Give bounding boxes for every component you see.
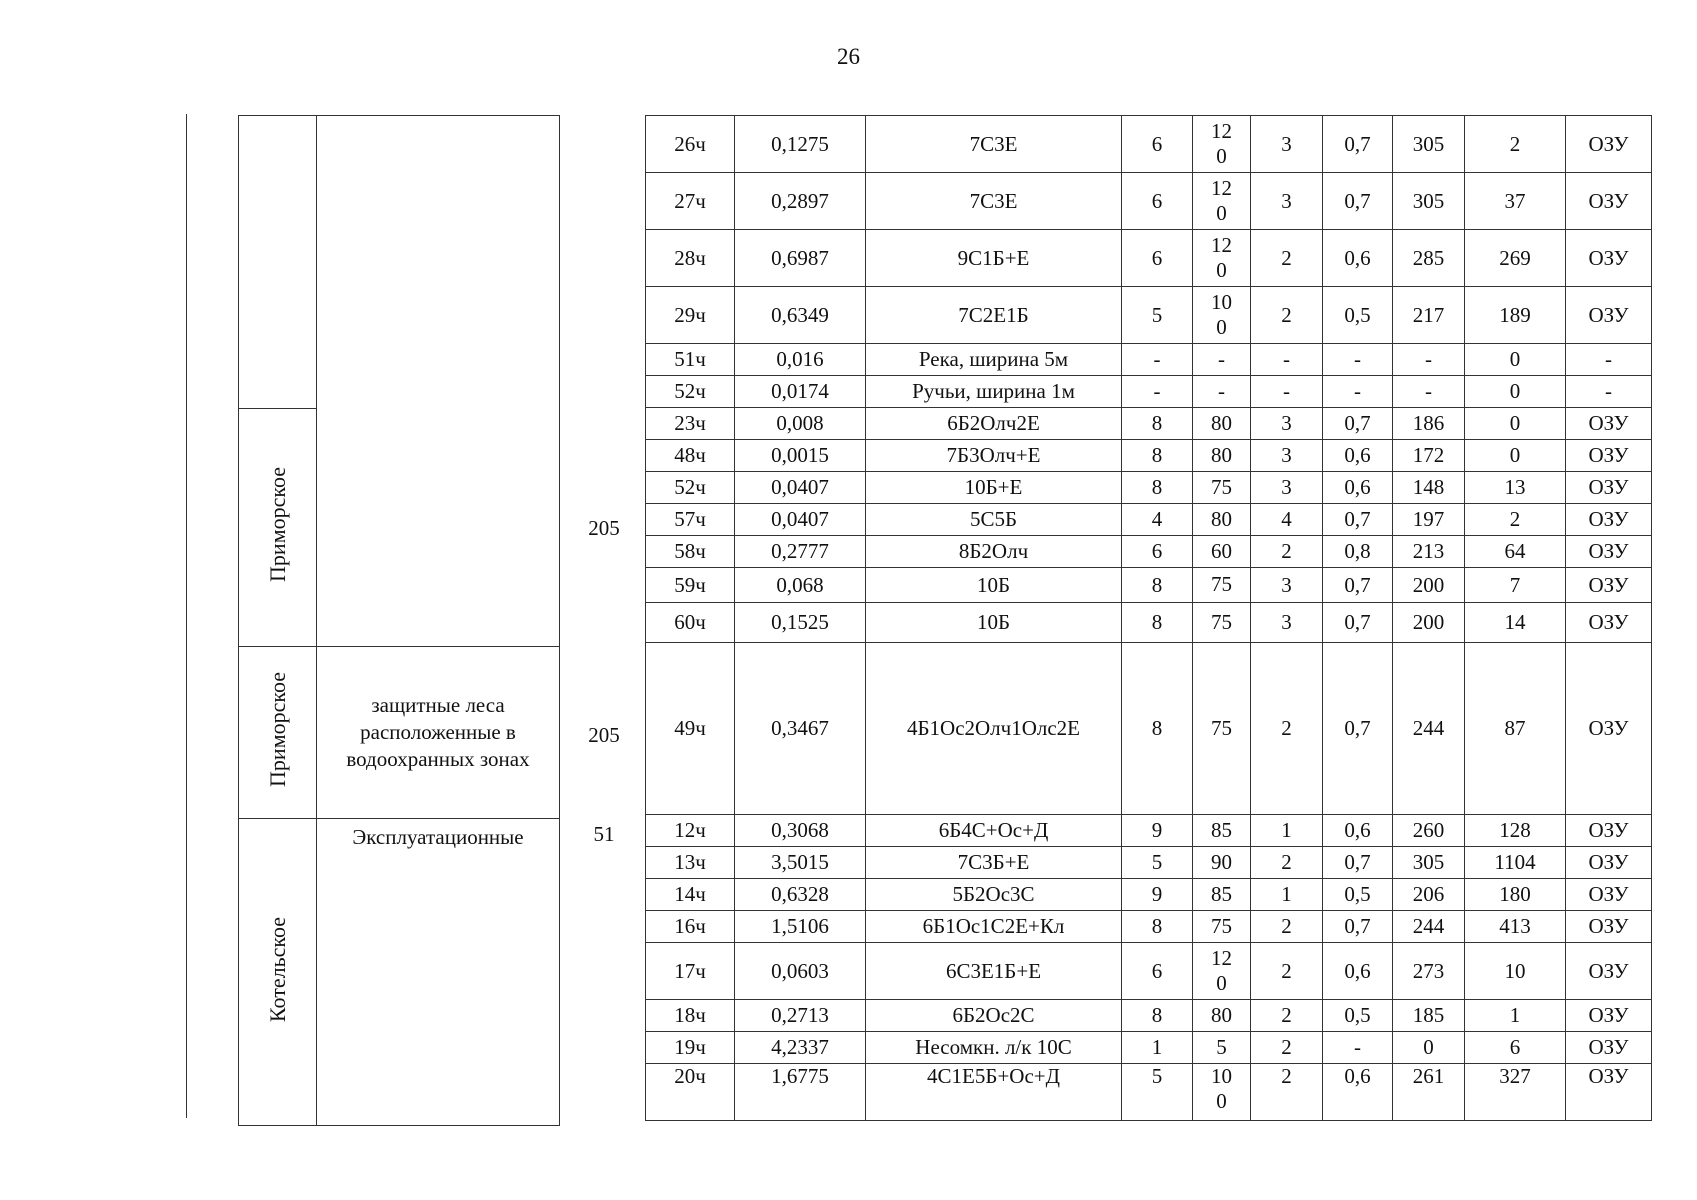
grouping-table	[238, 115, 560, 1126]
cell-bonitet: 2	[1251, 1000, 1323, 1032]
cell-volume: 0	[1465, 376, 1566, 408]
cell-age-class: 1	[1122, 1032, 1193, 1064]
cell-purpose: ОЗУ	[1566, 847, 1652, 879]
table-row	[646, 943, 1652, 1000]
cell-volume: 1104	[1465, 847, 1566, 879]
cell-area: 1,5106	[735, 911, 866, 943]
cell-area: 0,3467	[735, 643, 866, 815]
cell-density: 0,7	[1323, 568, 1393, 603]
forestry-cell	[239, 819, 317, 1126]
cell-age-class: -	[1122, 344, 1193, 376]
cell-age	[1193, 408, 1251, 440]
cell-composition: 5Б2Ос3С	[866, 879, 1122, 911]
cell-stock: 305	[1393, 847, 1465, 879]
cell-composition: 7Б3Олч+Е	[866, 440, 1122, 472]
age-part: 10	[1211, 1064, 1232, 1088]
cell-id: 29ч	[646, 287, 735, 344]
age-part: 10	[1211, 289, 1232, 314]
cell-stock: 285	[1393, 230, 1465, 287]
cell-volume: 269	[1465, 230, 1566, 287]
cell-bonitet: -	[1251, 376, 1323, 408]
cell-volume: 327	[1465, 1064, 1566, 1121]
cell-composition: 8Б2Олч	[866, 536, 1122, 568]
cell-stock: 206	[1393, 879, 1465, 911]
cell-stock: 148	[1393, 472, 1465, 504]
table-row	[646, 408, 1652, 440]
cell-area: 0,2777	[735, 536, 866, 568]
cell-bonitet: 3	[1251, 603, 1323, 643]
cell-purpose: ОЗУ	[1566, 440, 1652, 472]
cell-purpose: ОЗУ	[1566, 568, 1652, 603]
cell-age	[1193, 440, 1251, 472]
cell-purpose: ОЗУ	[1566, 643, 1652, 815]
cell-composition: Река, ширина 5м	[866, 344, 1122, 376]
age-part: 80	[1211, 410, 1232, 435]
cell-purpose: ОЗУ	[1566, 536, 1652, 568]
cell-composition: 4С1Е5Б+Ос+Д	[866, 1064, 1122, 1121]
cell-area: 4,2337	[735, 1032, 866, 1064]
cell-density: -	[1323, 344, 1393, 376]
cell-age-class: 8	[1122, 408, 1193, 440]
cell-density: 0,6	[1323, 815, 1393, 847]
cell-area: 0,0407	[735, 504, 866, 536]
cell-age-class: 8	[1122, 568, 1193, 603]
cell-area: 0,0603	[735, 943, 866, 1000]
cell-age-class: 6	[1122, 116, 1193, 173]
cell-area: 0,0407	[735, 472, 866, 504]
cell-purpose: -	[1566, 376, 1652, 408]
cell-purpose: ОЗУ	[1566, 879, 1652, 911]
cell-bonitet: 3	[1251, 472, 1323, 504]
cell-composition: 6Б4С+Ос+Д	[866, 815, 1122, 847]
cell-stock: 244	[1393, 911, 1465, 943]
cell-density: 0,7	[1323, 173, 1393, 230]
page-number: 26	[837, 44, 860, 69]
cell-volume: 10	[1465, 943, 1566, 1000]
cell-id: 17ч	[646, 943, 735, 1000]
cell-stock: 200	[1393, 568, 1465, 603]
cell-density: 0,7	[1323, 847, 1393, 879]
cell-composition: Несомкн. л/к 10С	[866, 1032, 1122, 1064]
cell-id: 48ч	[646, 440, 735, 472]
cell-volume: 2	[1465, 116, 1566, 173]
forestry-label: Приморское	[264, 467, 290, 583]
cell-purpose: ОЗУ	[1566, 1064, 1652, 1121]
cell-bonitet: 2	[1251, 287, 1323, 344]
cell-volume: 37	[1465, 173, 1566, 230]
cell-bonitet: 3	[1251, 173, 1323, 230]
cell-age-class: 5	[1122, 287, 1193, 344]
cell-bonitet: 3	[1251, 116, 1323, 173]
cell-stock: 217	[1393, 287, 1465, 344]
cell-volume: 180	[1465, 879, 1566, 911]
table-row	[646, 116, 1652, 173]
cell-age	[1193, 472, 1251, 504]
cell-age	[1193, 230, 1251, 287]
table-row	[646, 287, 1652, 344]
cell-area: 0,068	[735, 568, 866, 603]
cell-bonitet: 3	[1251, 440, 1323, 472]
cell-age	[1193, 815, 1251, 847]
grouping-row	[239, 819, 560, 1126]
age-part: 75	[1211, 474, 1232, 499]
cell-age-class: 5	[1122, 1064, 1193, 1121]
cell-density: 0,7	[1323, 603, 1393, 643]
cell-composition: 7С3Е	[866, 116, 1122, 173]
cell-id: 12ч	[646, 815, 735, 847]
cell-volume: 413	[1465, 911, 1566, 943]
cell-id: 20ч	[646, 1064, 735, 1121]
category-cell: защитные леса расположенные в водоохранных зонах	[317, 647, 560, 819]
table-row	[646, 847, 1652, 879]
cell-stock: -	[1393, 376, 1465, 408]
cell-age-class: 8	[1122, 603, 1193, 643]
age-part: 12	[1211, 118, 1232, 143]
cell-volume: 128	[1465, 815, 1566, 847]
cell-composition: 6С3Е1Б+Е	[866, 943, 1122, 1000]
cell-area: 0,2713	[735, 1000, 866, 1032]
age-part: 75	[1211, 609, 1232, 634]
cell-stock: 273	[1393, 943, 1465, 1000]
cell-density: 0,7	[1323, 408, 1393, 440]
cell-purpose: ОЗУ	[1566, 815, 1652, 847]
cell-area: 0,6349	[735, 287, 866, 344]
cell-age	[1193, 911, 1251, 943]
cell-age-class: 8	[1122, 472, 1193, 504]
cell-stock: 305	[1393, 173, 1465, 230]
cell-purpose: ОЗУ	[1566, 911, 1652, 943]
cell-bonitet: 4	[1251, 504, 1323, 536]
cell-age	[1193, 1032, 1251, 1064]
cell-id: 26ч	[646, 116, 735, 173]
age-part: 12	[1211, 945, 1232, 970]
cell-stock: 213	[1393, 536, 1465, 568]
cell-age	[1193, 879, 1251, 911]
cell-id: 58ч	[646, 536, 735, 568]
grouping-row	[239, 116, 560, 409]
cell-id: 28ч	[646, 230, 735, 287]
data-table	[645, 115, 1652, 1121]
cell-age	[1193, 643, 1251, 815]
age-part: 75	[1211, 572, 1232, 597]
cell-age	[1193, 173, 1251, 230]
category-cell: Эксплуатационные	[317, 819, 560, 1126]
table-row	[646, 230, 1652, 287]
table-row	[646, 440, 1652, 472]
table-row	[646, 1032, 1652, 1064]
cell-id: 52ч	[646, 376, 735, 408]
forestry-label: Котельское	[264, 916, 290, 1022]
cell-composition: 9С1Б+Е	[866, 230, 1122, 287]
table-row	[646, 911, 1652, 943]
cell-stock: 244	[1393, 643, 1465, 815]
cell-age-class: 8	[1122, 1000, 1193, 1032]
cell-id: 13ч	[646, 847, 735, 879]
area-value: 51	[593, 822, 615, 846]
cell-density: 0,6	[1323, 230, 1393, 287]
age-part: 5	[1216, 1034, 1227, 1059]
cell-age-class: -	[1122, 376, 1193, 408]
cell-purpose: ОЗУ	[1566, 408, 1652, 440]
cell-volume: 2	[1465, 504, 1566, 536]
cell-volume: 0	[1465, 408, 1566, 440]
table-row	[646, 472, 1652, 504]
cell-age	[1193, 376, 1251, 408]
cell-stock: 186	[1393, 408, 1465, 440]
table-row	[646, 376, 1652, 408]
cell-age-class: 4	[1122, 504, 1193, 536]
cell-age-class: 9	[1122, 879, 1193, 911]
cell-age	[1193, 1064, 1251, 1121]
cell-area: 1,6775	[735, 1064, 866, 1121]
table-row	[646, 1064, 1652, 1121]
cell-age	[1193, 287, 1251, 344]
cell-bonitet: 2	[1251, 536, 1323, 568]
cell-age-class: 6	[1122, 230, 1193, 287]
cell-age	[1193, 603, 1251, 643]
cell-composition: 6Б1Ос1С2Е+Кл	[866, 911, 1122, 943]
cell-id: 51ч	[646, 344, 735, 376]
category-cell	[317, 116, 560, 647]
cell-id: 19ч	[646, 1032, 735, 1064]
table-row	[646, 815, 1652, 847]
cell-age-class: 6	[1122, 536, 1193, 568]
cell-id: 14ч	[646, 879, 735, 911]
cell-composition: Ручьи, ширина 1м	[866, 376, 1122, 408]
cell-density: 0,7	[1323, 504, 1393, 536]
table-row	[646, 173, 1652, 230]
cell-density: 0,6	[1323, 1064, 1393, 1121]
cell-id: 18ч	[646, 1000, 735, 1032]
cell-id: 60ч	[646, 603, 735, 643]
cell-stock: 172	[1393, 440, 1465, 472]
age-part: 80	[1211, 1002, 1232, 1027]
table-row	[646, 603, 1652, 643]
cell-density: 0,6	[1323, 943, 1393, 1000]
age-part: 75	[1211, 715, 1232, 740]
age-part: 60	[1211, 538, 1232, 563]
cell-area: 0,008	[735, 408, 866, 440]
cell-age-class: 8	[1122, 911, 1193, 943]
cell-age	[1193, 344, 1251, 376]
cell-area: 0,0015	[735, 440, 866, 472]
cell-id: 49ч	[646, 643, 735, 815]
cell-stock: 260	[1393, 815, 1465, 847]
cell-stock: 261	[1393, 1064, 1465, 1121]
age-part: -	[1218, 346, 1225, 371]
cell-age	[1193, 847, 1251, 879]
cell-density: 0,6	[1323, 440, 1393, 472]
cell-area: 0,6328	[735, 879, 866, 911]
cell-composition: 6Б2Олч2Е	[866, 408, 1122, 440]
table-row	[646, 879, 1652, 911]
cell-volume: 7	[1465, 568, 1566, 603]
cell-purpose: ОЗУ	[1566, 230, 1652, 287]
cell-age-class: 8	[1122, 643, 1193, 815]
table-row	[646, 536, 1652, 568]
cell-density: 0,7	[1323, 911, 1393, 943]
age-part: 0	[1216, 258, 1227, 282]
grouping-row	[239, 647, 560, 819]
forestry-cell	[239, 409, 317, 647]
cell-purpose: ОЗУ	[1566, 116, 1652, 173]
cell-bonitet: -	[1251, 344, 1323, 376]
table-row	[646, 643, 1652, 815]
age-part: 12	[1211, 232, 1232, 257]
cell-purpose: ОЗУ	[1566, 1032, 1652, 1064]
cell-density: -	[1323, 1032, 1393, 1064]
age-part: 0	[1216, 201, 1227, 225]
cell-age	[1193, 568, 1251, 603]
cell-age-class: 5	[1122, 847, 1193, 879]
cell-volume: 6	[1465, 1032, 1566, 1064]
cell-composition: 7С3Б+Е	[866, 847, 1122, 879]
table-row	[646, 344, 1652, 376]
cell-composition: 10Б+Е	[866, 472, 1122, 504]
cell-bonitet: 2	[1251, 1032, 1323, 1064]
cell-bonitet: 2	[1251, 1064, 1323, 1121]
age-part: 12	[1211, 175, 1232, 200]
cell-area: 0,016	[735, 344, 866, 376]
cell-composition: 10Б	[866, 603, 1122, 643]
cell-volume: 14	[1465, 603, 1566, 643]
cell-bonitet: 2	[1251, 230, 1323, 287]
cell-density: 0,7	[1323, 116, 1393, 173]
table-row	[646, 1000, 1652, 1032]
cell-volume: 0	[1465, 344, 1566, 376]
cell-age-class: 8	[1122, 440, 1193, 472]
area-value: 205	[588, 723, 620, 747]
cell-stock: -	[1393, 344, 1465, 376]
cell-purpose: ОЗУ	[1566, 173, 1652, 230]
cell-age	[1193, 504, 1251, 536]
area-value: 205	[588, 516, 620, 540]
age-part: -	[1218, 378, 1225, 403]
cell-id: 27ч	[646, 173, 735, 230]
cell-area: 3,5015	[735, 847, 866, 879]
cell-stock: 197	[1393, 504, 1465, 536]
cell-density: 0,7	[1323, 643, 1393, 815]
cell-bonitet: 3	[1251, 568, 1323, 603]
cell-volume: 64	[1465, 536, 1566, 568]
age-part: 0	[1216, 144, 1227, 168]
cell-age-class: 6	[1122, 173, 1193, 230]
table-row	[646, 504, 1652, 536]
cell-area: 0,6987	[735, 230, 866, 287]
age-part: 0	[1216, 1089, 1227, 1114]
margin-line	[186, 114, 187, 1118]
age-part: 80	[1211, 442, 1232, 467]
cell-stock: 185	[1393, 1000, 1465, 1032]
cell-id: 52ч	[646, 472, 735, 504]
cell-bonitet: 1	[1251, 815, 1323, 847]
forestry-label: Приморское	[264, 672, 290, 788]
age-part: 0	[1216, 971, 1227, 995]
cell-density: 0,5	[1323, 1000, 1393, 1032]
cell-age	[1193, 116, 1251, 173]
cell-composition: 7С3Е	[866, 173, 1122, 230]
cell-purpose: ОЗУ	[1566, 603, 1652, 643]
cell-volume: 87	[1465, 643, 1566, 815]
cell-area: 0,0174	[735, 376, 866, 408]
cell-stock: 200	[1393, 603, 1465, 643]
cell-composition: 6Б2Ос2С	[866, 1000, 1122, 1032]
cell-purpose: ОЗУ	[1566, 287, 1652, 344]
age-part: 85	[1211, 817, 1232, 842]
cell-age	[1193, 943, 1251, 1000]
cell-bonitet: 2	[1251, 911, 1323, 943]
cell-composition: 4Б1Ос2Олч1Олс2Е	[866, 643, 1122, 815]
cell-purpose: ОЗУ	[1566, 1000, 1652, 1032]
age-part: 85	[1211, 881, 1232, 906]
cell-volume: 0	[1465, 440, 1566, 472]
cell-id: 59ч	[646, 568, 735, 603]
cell-id: 23ч	[646, 408, 735, 440]
table-row	[646, 568, 1652, 603]
cell-purpose: ОЗУ	[1566, 472, 1652, 504]
cell-area: 0,2897	[735, 173, 866, 230]
age-part: 90	[1211, 849, 1232, 874]
cell-area: 0,1275	[735, 116, 866, 173]
cell-bonitet: 3	[1251, 408, 1323, 440]
cell-age	[1193, 1000, 1251, 1032]
cell-bonitet: 2	[1251, 943, 1323, 1000]
cell-bonitet: 2	[1251, 643, 1323, 815]
cell-id: 16ч	[646, 911, 735, 943]
cell-id: 57ч	[646, 504, 735, 536]
cell-age-class: 9	[1122, 815, 1193, 847]
cell-age-class: 6	[1122, 943, 1193, 1000]
cell-age	[1193, 536, 1251, 568]
cell-volume: 189	[1465, 287, 1566, 344]
cell-density: 0,8	[1323, 536, 1393, 568]
cell-composition: 7С2Е1Б	[866, 287, 1122, 344]
cell-density: -	[1323, 376, 1393, 408]
cell-purpose: -	[1566, 344, 1652, 376]
cell-purpose: ОЗУ	[1566, 504, 1652, 536]
cell-density: 0,5	[1323, 287, 1393, 344]
cell-density: 0,5	[1323, 879, 1393, 911]
cell-stock: 0	[1393, 1032, 1465, 1064]
cell-area: 0,1525	[735, 603, 866, 643]
forestry-cell	[239, 647, 317, 819]
cell-volume: 1	[1465, 1000, 1566, 1032]
cell-bonitet: 2	[1251, 847, 1323, 879]
age-part: 75	[1211, 913, 1232, 938]
age-part: 0	[1216, 315, 1227, 339]
forestry-cell	[239, 116, 317, 409]
cell-bonitet: 1	[1251, 879, 1323, 911]
cell-composition: 5С5Б	[866, 504, 1122, 536]
cell-density: 0,6	[1323, 472, 1393, 504]
cell-volume: 13	[1465, 472, 1566, 504]
cell-purpose: ОЗУ	[1566, 943, 1652, 1000]
cell-composition: 10Б	[866, 568, 1122, 603]
age-part: 80	[1211, 506, 1232, 531]
cell-area: 0,3068	[735, 815, 866, 847]
cell-stock: 305	[1393, 116, 1465, 173]
